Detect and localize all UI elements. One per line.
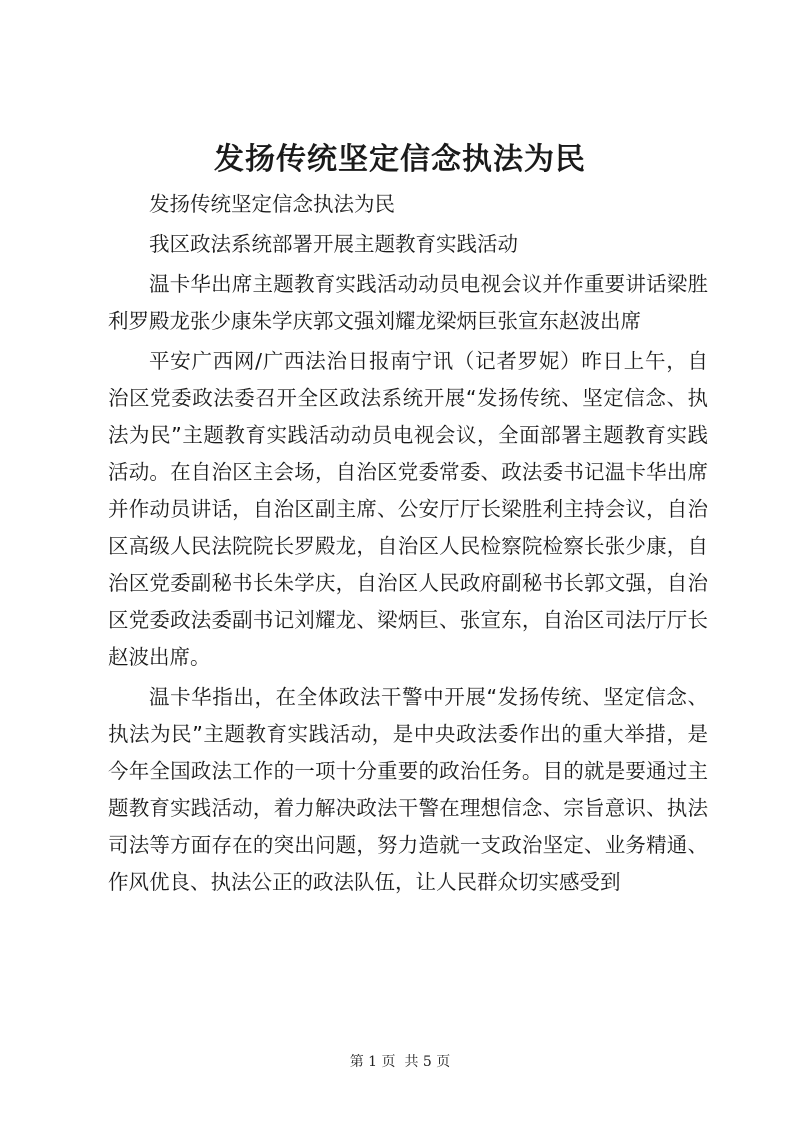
page-number: 第 1 页 共 5 页 — [349, 1054, 451, 1070]
paragraph-headline: 我区政法系统部署开展主题教育实践活动 — [149, 232, 518, 256]
document-body — [108, 186, 708, 904]
paragraph-news-lead: 平安广西网/广西法治日报南宁讯（记者罗妮）昨日上午，自治区党委政法委召开全区政法系统开展“发扬传统、坚定信念、执法为民”主题教育实践活动动员电视会议，全面部署主题教育实践活动。在自治区主会场，自治区党委常委、政法委书记温卡华出席并作动员讲话，自治区副主席、公安厅厅长梁胜利主持会议，自治区高级人民法院院长罗殿龙，自治区人民检察院检察长张少康，自治区党委副秘书长朱学庆，自治区人民政府副秘书长郭文强，自治区党委政法委副书记刘耀龙、梁炳巨、张宣东，自治区司法厅厅长赵波出席。 — [108, 349, 708, 669]
paragraph-attendees: 温卡华出席主题教育实践活动动员电视会议并作重要讲话梁胜利罗殿龙张少康朱学庆郭文强刘耀龙梁炳巨张宣东赵波出席 — [108, 272, 708, 333]
document-title: 发扬传统坚定信念执法为民 — [214, 142, 586, 177]
paragraph-speech: 温卡华指出，在全体政法干警中开展“发扬传统、坚定信念、执法为民”主题教育实践活动，是中央政法委作出的重大举措，是今年全国政法工作的一项十分重要的政治任务。目的就是要通过主题教育实践活动，着力解决政法干警在理想信念、宗旨意识、执法司法等方面存在的突出问题，努力造就一支政治坚定、业务精通、作风优良、执法公正的政法队伍，让人民群众切实感受到 — [108, 685, 708, 894]
paragraph-subtitle: 发扬传统坚定信念执法为民 — [149, 192, 395, 216]
page-footer — [0, 1052, 800, 1072]
